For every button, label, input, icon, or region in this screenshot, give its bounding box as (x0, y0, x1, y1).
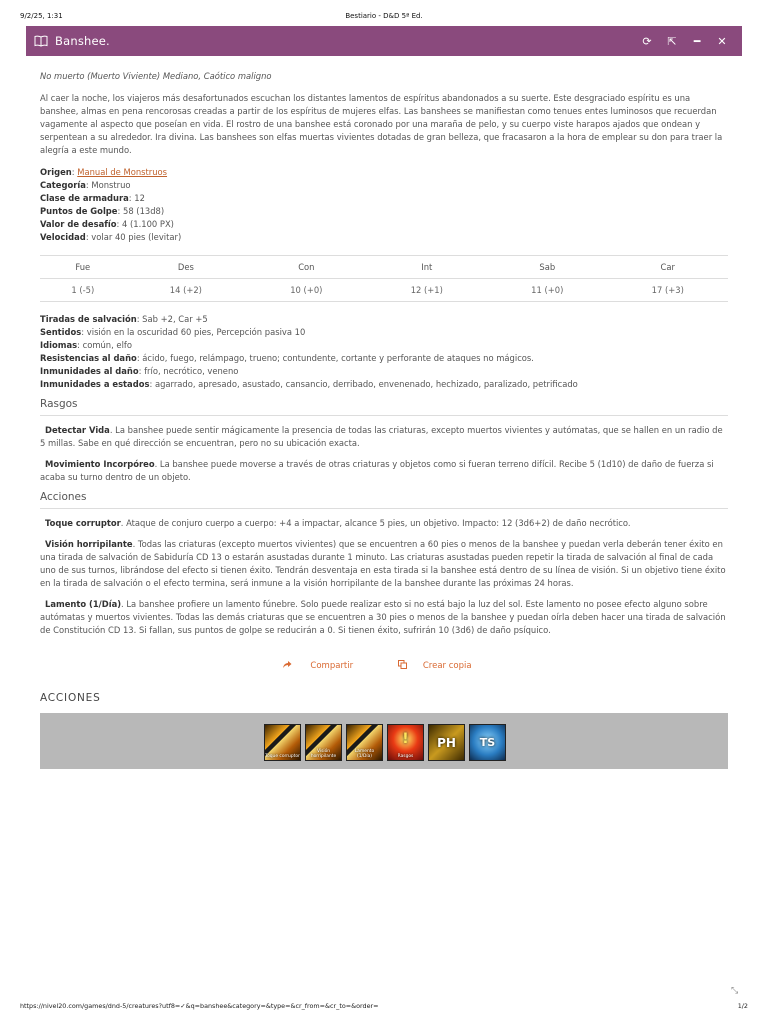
property-label: Inmunidades a estados (40, 379, 150, 389)
property-row: Inmunidades a estados: agarrado, apresado, asustado, cansancio, derribado, envenenado, hechizado, paralizado, petrificado (40, 379, 578, 389)
resize-icon[interactable]: ⤡ (731, 986, 739, 996)
property-value: frío, necrótico, veneno (144, 366, 239, 376)
property-label: Resistencias al daño (40, 353, 137, 363)
slash-icon: Toque corruptor (265, 754, 300, 759)
property-row: Inmunidades al daño: frío, necrótico, veneno (40, 366, 239, 376)
property-value: común, elfo (82, 340, 132, 350)
ability-name: Des (126, 256, 246, 279)
stat-value: volar 40 pies (levitar) (91, 232, 182, 242)
ability-scores-table (40, 255, 728, 302)
refresh-button[interactable] (639, 33, 655, 49)
action-item: Lamento (1/Día). La banshee profiere un lamento fúnebre. Solo puede realizar esto si no está bajo la luz del sol. Este lamento no posee efecto alguno sobre autómatas y muertos vivientes. Todas las demás criaturas que se encuentren a 30 pies o menos de la banshee y puedan oírla deben hacer una tirada de salvación de Constitución CD 13. Si fallan, sus puntos de golpe se reducirán a 0. Si tienen éxito, sufrirán 10 (3d6) de daño psíquico. (40, 599, 726, 635)
property-label: Sentidos (40, 327, 82, 337)
refresh-icon: ⟳ (642, 34, 652, 48)
ability-value: 14 (+2) (126, 279, 246, 302)
window-titlebar (26, 26, 742, 56)
action-button-ts[interactable] (469, 724, 506, 761)
slash-icon: Lamento (1/Día) (354, 749, 375, 759)
ability-value: 10 (+0) (246, 279, 366, 302)
property-value: Sab +2, Car +5 (142, 314, 208, 324)
close-button[interactable] (714, 33, 730, 49)
traits-heading: Rasgos (40, 398, 728, 416)
origin-link[interactable]: Manual de Monstruos (77, 167, 168, 177)
exclamation-icon: ! (402, 731, 409, 747)
action-name: Lamento (1/Día) (45, 599, 122, 609)
stat-label: Origen (40, 167, 72, 177)
monster-content (40, 68, 728, 637)
ph-icon: PH (437, 736, 456, 750)
stat-label: Valor de desafío (40, 219, 117, 229)
trait-name: Detectar Vida (45, 425, 110, 435)
ability-name: Int (367, 256, 487, 279)
close-icon: ✕ (717, 34, 727, 48)
monster-description: Al caer la noche, los viajeros más desafortunados escuchan los distantes lamentos de espíritus abandonados a su suerte. Este desgraciado espíritu es una banshee, almas en pena rencorosas creadas a partir de los espíritus de mujeres elfas. Las banshees se manifiestan como tenues entes luminosos que recuerdan vagamente al aspecto que poseían en vida. El rostro de una banshee está coronado por una maraña de pelo, y su cuerpo viste harapos ajados que ondean y serpentean a su alrededor. Ira divina. Las banshees son elfas muertas vivientes dotadas de gran belleza, que fracasaron a la hora de emplear su don para traer la alegría a este mundo. (40, 93, 723, 155)
actions-heading: Acciones (40, 491, 728, 509)
stat-value: 58 (13d8) (122, 206, 165, 216)
property-value: agarrado, apresado, asustado, cansancio, derribado, envenenado, hechizado, paralizado, petrificado (154, 379, 578, 389)
window-title: Banshee. (55, 34, 110, 48)
action-button-ph[interactable] (428, 724, 465, 761)
property-value: ácido, fuego, relámpago, trueno; contundente, cortante y perforante de ataques no mágicos. (142, 353, 534, 363)
action-button-rasgos[interactable] (387, 724, 424, 761)
stat-label: Velocidad (40, 232, 86, 242)
stat-label: Clase de armadura (40, 193, 129, 203)
property-label: Idiomas (40, 340, 78, 350)
monster-properties (40, 313, 728, 391)
trait-text: La banshee puede sentir mágicamente la presencia de todas las criaturas, excepto muertos vivientes y autómatas, que se hallen en un radio de 5 millas. Sabe en qué dirección se encuentran, pero no su ubicación exacta. (40, 425, 723, 448)
claw-icon: Rasgos (397, 754, 414, 759)
property-row: Resistencias al daño: ácido, fuego, relámpago, trueno; contundente, cortante y perforante de ataques no mágicos. (40, 353, 534, 363)
ts-icon: TS (479, 736, 496, 749)
share-icon (282, 660, 292, 669)
action-item: Toque corruptor. Ataque de conjuro cuerpo a cuerpo: +4 a impactar, alcance 5 pies, un objetivo. Impacto: 12 (3d6+2) de daño necrótico. (45, 518, 631, 528)
page-number: 1/2 (737, 1002, 748, 1010)
copy-icon (398, 660, 407, 669)
popout-button[interactable] (664, 33, 680, 49)
ability-value-row (40, 279, 728, 302)
action-button-vision-horripilante[interactable] (305, 724, 342, 761)
share-label: Compartir (310, 661, 354, 671)
copy-link[interactable] (398, 660, 486, 671)
action-item: Visión horripilante. Todas las criaturas (excepto muertos vivientes) que se encuentren a 60 pies o menos de la banshee y puedan verla deberán tener éxito en una tirada de salvación de Sabiduría CD 13 o estarán asustadas durante 1 minuto. Las criaturas asustadas pueden repetir la tirada de salvación al final de cada uno de sus turnos, librándose del efecto si tienen éxito. Tendrán desventaja en esta tirada si la banshee está dentro de su línea de visión. Si un objetivo tiene éxito en la tirada de salvación o el efecto termina, será inmune a la visión horripilante de la banshee durante las próximas 24 horas. (40, 539, 726, 588)
minimize-button[interactable] (689, 33, 705, 49)
ability-value: 17 (+3) (608, 279, 729, 302)
ability-value: 1 (-5) (40, 279, 126, 302)
trait-text: La banshee puede moverse a través de otras criaturas y objetos como si fueran terreno difícil. Recibe 5 (1d10) de daño de fuerza si acaba su turno dentro de un objeto. (40, 459, 714, 482)
ability-value: 11 (+0) (487, 279, 607, 302)
property-label: Inmunidades al daño (40, 366, 139, 376)
popout-icon: ⇱ (667, 34, 677, 48)
action-name: Toque corruptor (45, 518, 121, 528)
minimize-icon: ━ (693, 34, 701, 48)
property-row: Tiradas de salvación: Sab +2, Car +5 (40, 314, 208, 324)
monster-stats (40, 166, 728, 244)
stat-category: Categoría: Monstruo (40, 180, 131, 190)
action-button-toque-corruptor[interactable] (264, 724, 301, 761)
print-date: 9/2/25, 1:31 (20, 12, 63, 20)
stat-label: Categoría (40, 180, 86, 190)
ability-header-row (40, 256, 728, 279)
trait-name: Movimiento Incorpóreo (45, 459, 155, 469)
stat-challenge: Valor de desafío: 4 (1.100 PX) (40, 219, 174, 229)
property-row: Sentidos: visión en la oscuridad 60 pies, Percepción pasiva 10 (40, 327, 306, 337)
trait-item: Movimiento Incorpóreo. La banshee puede moverse a través de otras criaturas y objetos como si fueran terreno difícil. Recibe 5 (1d10) de daño de fuerza si acaba su turno dentro de un objeto. (40, 459, 714, 482)
print-url: https://nivel20.com/games/dnd-5/creatures?utf8=✓&q=banshee&category=&type=&cr_from=&cr_to=&order= (20, 1002, 379, 1010)
share-bar (0, 660, 768, 671)
monster-subtype: No muerto (Muerto Viviente) Mediano, Caótico maligno (40, 71, 272, 81)
action-bar-title: ACCIONES (40, 692, 101, 704)
stat-value: 12 (134, 193, 145, 203)
ability-name: Con (246, 256, 366, 279)
action-bar (40, 713, 728, 769)
trait-item: Detectar Vida. La banshee puede sentir mágicamente la presencia de todas las criaturas, excepto muertos vivientes y autómatas, que se hallen en un radio de 5 millas. Sabe en qué dirección se encuentran, pero no su ubicación exacta. (40, 425, 723, 448)
stat-value: Monstruo (91, 180, 131, 190)
action-text: La banshee profiere un lamento fúnebre. Solo puede realizar esto si no está bajo la luz del sol. Este lamento no posee efecto alguno sobre autómatas y muertos vivientes. Todas las demás criaturas que se encuentren a 30 pies o menos de la banshee y puedan oírla deben hacer una tirada de salvación de Constitución CD 13. Si fallan, sus puntos de golpe se reducirán a 0. Si tienen éxito, sufrirán 10 (3d6) de daño psíquico. (40, 599, 726, 635)
stat-speed: Velocidad: volar 40 pies (levitar) (40, 232, 182, 242)
action-button-lamento[interactable] (346, 724, 383, 761)
share-link[interactable] (282, 660, 367, 671)
print-header (0, 0, 768, 26)
action-text: Todas las criaturas (excepto muertos vivientes) que se encuentren a 60 pies o menos de la banshee y puedan verla deberán tener éxito en una tirada de salvación de Sabiduría CD 13 o estarán asustadas durante 1 minuto. Las criaturas asustadas pueden repetir la tirada de salvación al final de cada uno de sus turnos, librándose del efecto si tienen éxito. Tendrán desventaja en esta tirada si la banshee está dentro de su línea de visión. Si un objetivo tiene éxito en la tirada de salvación o el efecto termina, será inmune a la visión horripilante de la banshee durante las próximas 24 horas. (40, 539, 726, 588)
stat-origin: Origen: Manual de Monstruos (40, 167, 168, 177)
ability-name: Car (608, 256, 729, 279)
property-row: Idiomas: común, elfo (40, 340, 132, 350)
stat-hit-points: Puntos de Golpe: 58 (13d8) (40, 206, 165, 216)
stat-armor-class: Clase de armadura: 12 (40, 193, 145, 203)
stat-value: 4 (1.100 PX) (122, 219, 174, 229)
action-name: Visión horripilante (45, 539, 133, 549)
window-actions (639, 33, 734, 49)
stat-label: Puntos de Golpe (40, 206, 118, 216)
ability-value: 12 (+1) (367, 279, 487, 302)
ability-name: Sab (487, 256, 607, 279)
property-value: visión en la oscuridad 60 pies, Percepción pasiva 10 (86, 327, 306, 337)
property-label: Tiradas de salvación (40, 314, 137, 324)
slash-icon: Visión horripilante (310, 749, 337, 759)
print-title: Bestiario - D&D 5ª Ed. (345, 12, 423, 20)
action-text: Ataque de conjuro cuerpo a cuerpo: +4 a impactar, alcance 5 pies, un objetivo. Impacto: 12 (3d6+2) de daño necrótico. (126, 518, 631, 528)
action-icons (264, 724, 506, 761)
ability-name: Fue (40, 256, 126, 279)
book-icon (34, 35, 48, 47)
copy-label: Crear copia (422, 661, 472, 671)
